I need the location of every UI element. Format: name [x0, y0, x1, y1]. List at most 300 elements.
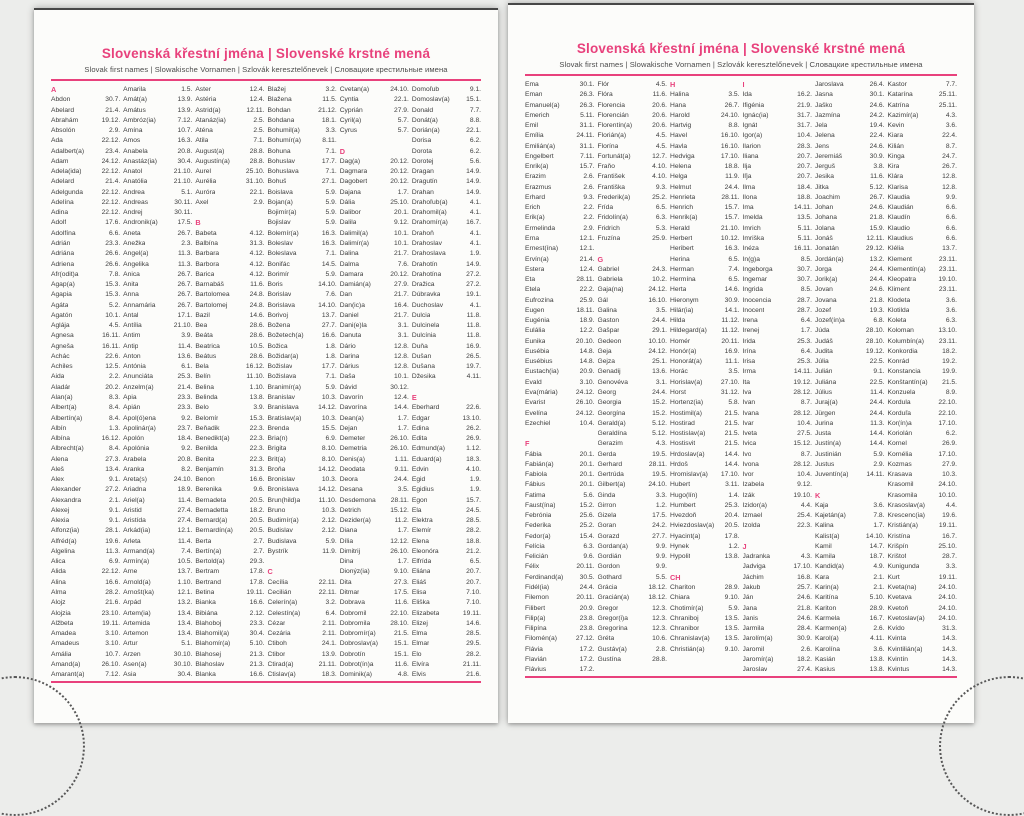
name-day-date: 16.3. [321, 239, 337, 247]
name-day-date: 26.4. [869, 81, 885, 88]
name-day-date: 12.4. [249, 96, 265, 104]
first-name: Alexej [51, 506, 70, 514]
first-name: Babeta [195, 229, 217, 237]
first-name: Apolónia [123, 445, 150, 453]
name-day-date: 24.10. [720, 111, 740, 119]
first-name: Kaja [815, 501, 829, 509]
name-day-date: 3.10. [105, 640, 121, 648]
name-day-date: 31.3. [942, 625, 957, 633]
name-day-date: 5.12. [869, 183, 885, 191]
name-entry [412, 496, 481, 506]
name-day-date: 19.2. [942, 358, 957, 366]
name-day-date: 18.4. [797, 183, 812, 191]
name-day-date: 14.9. [466, 188, 481, 196]
name-entry [815, 655, 885, 665]
name-entry [525, 460, 595, 470]
name-day-date: 24.10. [173, 476, 193, 484]
first-name: Eunika [525, 337, 546, 345]
first-name: Jelena [815, 132, 835, 140]
name-day-date: 6.5. [655, 204, 667, 212]
name-entry [268, 444, 337, 454]
first-name: Beatrica [195, 342, 220, 350]
page-title: Slovenská křestní jména | Slovenské krstné mená [576, 41, 906, 56]
first-name: Amadeus [51, 640, 80, 648]
name-entry [51, 126, 120, 136]
name-day-date: 15.4. [579, 532, 595, 540]
name-entry [888, 285, 958, 295]
name-entry [412, 578, 481, 588]
name-entry [815, 357, 885, 367]
name-day-date: 21.2. [466, 547, 481, 555]
name-entry [51, 372, 120, 382]
first-name: Justus [815, 460, 835, 468]
name-day-date: 8.11. [322, 137, 337, 145]
name-entry [815, 316, 885, 326]
name-day-date: 11.3. [177, 260, 193, 268]
name-day-date: 7.1. [325, 250, 337, 258]
first-name: Dag(a) [339, 157, 361, 165]
name-day-date: 18.1. [321, 116, 337, 124]
name-day-date: 12.8. [942, 183, 957, 191]
name-day-date: 20.8. [177, 147, 193, 155]
name-entry [51, 290, 120, 300]
first-name: Klélia [887, 245, 904, 253]
name-day-date: 23.8. [579, 625, 595, 633]
name-day-date: 16.7. [466, 219, 481, 227]
first-name: Absolón [51, 127, 76, 135]
name-entry [51, 116, 120, 126]
first-name: Fortunát(a) [597, 152, 631, 160]
name-entry [670, 234, 740, 244]
name-entry [340, 629, 409, 639]
name-day-date: 1.8. [325, 352, 337, 360]
name-day-date: 24.2. [652, 522, 667, 530]
name-day-date: 22.12. [101, 198, 121, 206]
first-name: Kunigunda [887, 563, 920, 571]
name-day-date: 3.6. [945, 122, 957, 130]
name-entry [268, 106, 337, 116]
name-entry [268, 362, 337, 372]
first-name: Elo [411, 650, 422, 658]
name-entry [815, 172, 885, 182]
first-name: Belín [195, 373, 211, 381]
name-day-date: 12.8. [393, 352, 409, 360]
name-day-date: 14.8. [579, 358, 595, 366]
name-day-date: 1.7. [397, 558, 409, 566]
first-name: Jitka [815, 183, 829, 191]
first-name: Daša [339, 373, 356, 381]
name-entry [123, 167, 192, 177]
name-entry [195, 393, 264, 403]
first-name: Bronislava [267, 486, 299, 494]
name-entry [598, 511, 668, 521]
name-entry [743, 583, 813, 593]
first-name: Konrád [887, 358, 910, 366]
name-day-date: 24.12. [575, 388, 595, 396]
name-entry [888, 583, 958, 593]
name-entry [743, 429, 813, 439]
name-day-date: 15.12. [793, 440, 812, 448]
name-day-date: 5.11. [797, 224, 812, 232]
name-day-date: 13.6. [652, 368, 667, 376]
first-name: Bibiána [195, 609, 218, 617]
name-day-date: 14.4. [869, 440, 885, 448]
name-day-date: 28.10. [865, 337, 885, 345]
first-name: Ditmar [339, 589, 360, 597]
name-day-date: 26.6. [105, 250, 121, 258]
first-name: Justinián [815, 450, 842, 458]
first-name: Benilda [195, 445, 218, 453]
name-day-date: 28.9. [869, 604, 885, 612]
first-name: Emilián(a) [525, 142, 556, 150]
name-entry [525, 80, 595, 90]
name-day-date: 16.3. [177, 137, 193, 145]
name-entry [123, 85, 192, 95]
first-name: Klaudín [887, 214, 911, 222]
first-name: Jozef [815, 306, 831, 314]
name-day-date: 4.1. [469, 198, 481, 206]
name-entry [525, 316, 595, 326]
name-day-date: 21.4. [177, 383, 193, 391]
name-entry [51, 280, 120, 290]
name-entry [815, 234, 885, 244]
first-name: Ján [742, 594, 754, 602]
name-day-date: 18.12. [648, 594, 667, 602]
first-name: Hrdoslav(a) [670, 450, 705, 458]
name-entry [268, 249, 337, 259]
name-entry [51, 342, 120, 352]
name-entry [743, 645, 813, 655]
name-entry [598, 111, 668, 121]
first-name: Kornel [887, 440, 907, 448]
name-entry [195, 496, 264, 506]
name-entry [888, 542, 958, 552]
name-day-date: 17.8. [249, 578, 265, 586]
name-entry [412, 270, 481, 280]
first-name: Christián(a) [670, 645, 705, 653]
name-entry [412, 444, 481, 454]
name-entry [743, 316, 813, 326]
name-day-date: 21.8. [869, 214, 885, 222]
name-entry [412, 352, 481, 362]
name-day-date: 9.6. [253, 486, 265, 494]
name-day-date: 16.12. [245, 363, 265, 371]
first-name: Amadea [51, 630, 76, 638]
name-day-date: 8.5. [800, 286, 812, 294]
name-entry [51, 660, 120, 670]
name-day-date: 4.5. [109, 322, 121, 330]
name-day-date: 27.4. [797, 666, 812, 673]
name-day-date: 30.4. [249, 630, 265, 638]
first-name: Gerald(a) [597, 419, 626, 427]
name-day-date: 16.3. [321, 229, 337, 237]
name-day-date: 11.6. [394, 599, 409, 607]
name-day-date: 6.6. [945, 224, 957, 232]
first-name: Júda [815, 327, 830, 335]
name-day-date: 28.6. [249, 322, 265, 330]
name-day-date: 20.7. [797, 163, 812, 171]
name-entry [598, 265, 668, 275]
name-day-date: 4.12. [249, 260, 265, 268]
name-entry [195, 434, 264, 444]
name-day-date: 13.10. [462, 414, 481, 422]
name-day-date: 19.12. [865, 347, 885, 355]
first-name: Dragutín [411, 178, 438, 186]
name-entry [268, 342, 337, 352]
name-entry [123, 465, 192, 475]
first-name: Elektra [411, 517, 433, 525]
first-name: Drahoľub(a) [411, 198, 448, 206]
first-name: Herina [670, 255, 690, 263]
first-name: Jovana [815, 296, 837, 304]
name-column [815, 80, 885, 673]
name-day-date: 26.10. [575, 399, 595, 407]
name-day-date: 17.10. [720, 471, 740, 479]
name-entry [340, 177, 409, 187]
name-day-date: 15.9. [869, 224, 885, 232]
first-name: Horác [670, 368, 688, 376]
name-day-date: 22.4. [942, 132, 957, 140]
name-entry [815, 532, 885, 542]
name-day-date: 10.1. [393, 373, 409, 381]
name-entry [195, 136, 264, 146]
first-name: Aleš [51, 465, 65, 473]
name-column [195, 85, 264, 678]
name-entry [525, 511, 595, 521]
name-day-date: 4.3. [655, 440, 667, 448]
first-name: Angel(a) [123, 250, 149, 258]
name-entry [888, 131, 958, 141]
first-name: Alžbeta [51, 619, 74, 627]
name-entry [268, 588, 337, 598]
first-name: Dalimír(a) [339, 239, 370, 247]
name-day-date: 16.10. [720, 142, 740, 150]
name-day-date: 28.11. [576, 276, 595, 284]
name-day-date: 24.4. [652, 317, 667, 325]
first-name: Aida [51, 373, 65, 381]
name-day-date: 27.3. [105, 455, 121, 463]
first-name: Ingemar [742, 276, 768, 284]
first-name: Honorát(a) [670, 358, 702, 366]
name-entry [670, 337, 740, 347]
name-day-date: 30.4. [177, 157, 193, 165]
name-entry [268, 290, 337, 300]
name-entry [670, 409, 740, 419]
name-day-date: 28.10. [865, 327, 885, 335]
name-day-date: 29.3. [249, 558, 265, 566]
name-day-date: 11.8. [466, 311, 481, 319]
section-letter: A [51, 85, 57, 94]
name-entry [888, 645, 958, 655]
name-entry [195, 578, 264, 588]
first-name: Eliška [411, 599, 430, 607]
name-entry [743, 90, 813, 100]
first-name: Bela [195, 363, 209, 371]
first-name: Emil [525, 122, 539, 130]
first-name: Aténa [195, 127, 213, 135]
name-entry [123, 506, 192, 516]
name-day-date: 3.2. [325, 86, 337, 93]
name-entry [743, 460, 813, 470]
first-name: Eusébia [525, 347, 550, 355]
first-name: Dušan [411, 352, 432, 360]
name-day-date: 26.3. [579, 101, 595, 109]
name-entry [123, 629, 192, 639]
name-day-date: 28.12. [793, 409, 812, 417]
first-name: Jeremiáš [815, 152, 843, 160]
first-name: Adolf [51, 219, 67, 227]
name-day-date: 18.4. [177, 435, 193, 443]
first-name: Dárius [339, 363, 360, 371]
name-day-date: 21.4. [105, 106, 121, 114]
name-entry [670, 367, 740, 377]
name-entry [340, 465, 409, 475]
name-day-date: 13.9. [177, 106, 193, 114]
first-name: Jovan [815, 286, 833, 294]
first-name: Jaško [815, 101, 833, 109]
name-entry [123, 526, 192, 536]
first-name: Ambróz(ia) [123, 116, 156, 124]
first-name: Cecilián [267, 589, 292, 597]
first-name: Gerazim [597, 440, 623, 448]
name-entry [51, 229, 120, 239]
name-day-date: 22.6. [105, 352, 121, 360]
name-entry [815, 337, 885, 347]
name-day-date: 4.3. [945, 111, 957, 119]
name-day-date: 9.9. [655, 563, 667, 571]
first-name: Celestín(a) [267, 609, 301, 617]
name-entry [670, 275, 740, 285]
first-name: Konzuela [887, 388, 916, 396]
name-day-date: 28.5. [466, 517, 481, 525]
first-name: Cezária [267, 630, 291, 638]
first-name: Alena [51, 455, 69, 463]
name-day-date: 28.6. [249, 332, 265, 340]
first-name: Jordán(a) [815, 255, 844, 263]
first-name: Antónia [123, 363, 146, 371]
name-entry [888, 244, 958, 254]
name-day-date: 24.4. [724, 183, 740, 191]
name-day-date: 7.4. [728, 265, 740, 273]
name-day-date: 16.4. [393, 301, 409, 309]
name-entry [268, 311, 337, 321]
first-name: Adelína [51, 198, 74, 206]
name-entry [123, 331, 192, 341]
name-entry [412, 331, 481, 341]
name-day-date: 24.10. [648, 481, 667, 489]
first-name: Branimír(a) [267, 383, 301, 391]
name-day-date: 24.12. [648, 347, 667, 355]
name-entry [743, 604, 813, 614]
first-name: Adrián [51, 239, 71, 247]
name-day-date: 25.4. [797, 512, 812, 520]
name-entry [412, 609, 481, 619]
name-entry [670, 593, 740, 603]
first-name: Gabriela [597, 276, 623, 284]
name-entry [268, 598, 337, 608]
first-name: Flór [597, 81, 610, 88]
name-day-date: 22.4. [869, 132, 885, 140]
first-name: Judita [815, 347, 833, 355]
name-entry [51, 465, 120, 475]
name-day-date: 14.4. [724, 450, 740, 458]
name-entry [525, 450, 595, 460]
first-name: Dobromila [339, 619, 371, 627]
name-day-date: 28.6. [249, 352, 265, 360]
first-name: Kilián [887, 142, 904, 150]
name-entry [670, 203, 740, 213]
name-day-date: 19.1. [466, 291, 481, 299]
blank-row [743, 532, 813, 542]
first-name: August(a) [195, 147, 225, 155]
name-entry [412, 342, 481, 352]
first-name: Ivor [742, 471, 754, 479]
name-entry [123, 496, 192, 506]
name-entry [743, 614, 813, 624]
first-name: Anita [123, 281, 139, 289]
name-day-date: 26.7. [177, 301, 193, 309]
name-entry [743, 326, 813, 336]
first-name: Chranislav(a) [670, 635, 710, 643]
name-entry [525, 152, 595, 162]
name-day-date: 15.7. [724, 214, 740, 222]
name-entry [195, 167, 264, 177]
first-name: Gizela [597, 512, 617, 520]
name-day-date: 26.7. [724, 101, 740, 109]
first-name: Fridrich [597, 224, 620, 232]
name-day-date: 18.3. [321, 671, 337, 678]
name-entry [598, 183, 668, 193]
name-entry [743, 665, 813, 673]
name-entry [340, 106, 409, 116]
name-entry [743, 634, 813, 644]
name-entry [815, 131, 885, 141]
first-name: Klementín(a) [887, 265, 926, 273]
first-name: Estera [525, 265, 545, 273]
name-entry [51, 147, 120, 157]
name-day-date: 17.7. [321, 363, 337, 371]
name-day-date: 5.1. [181, 188, 193, 196]
name-day-date: 24.10. [938, 614, 957, 622]
first-name: Belo [195, 404, 209, 412]
first-name: Irína [742, 347, 756, 355]
name-entry [340, 424, 409, 434]
first-name: Božislav [267, 363, 293, 371]
first-name: Ida [742, 91, 752, 99]
name-entry [195, 239, 264, 249]
name-day-date: 20.4. [724, 512, 740, 520]
name-entry [51, 650, 120, 660]
name-day-date: 24.4. [869, 399, 885, 407]
name-day-date: 29.5. [466, 640, 481, 648]
first-name: Kastor [887, 81, 907, 88]
name-column [888, 80, 958, 673]
name-day-date: 15.3. [249, 414, 265, 422]
first-name: Cvetan(a) [339, 86, 370, 93]
name-entry [51, 414, 120, 424]
name-entry [743, 593, 813, 603]
name-day-date: 2.9. [109, 127, 121, 135]
first-name: Imriška [742, 234, 765, 242]
name-day-date: 20.12. [390, 178, 409, 186]
name-entry [815, 450, 885, 460]
first-name: Katarína [887, 91, 913, 99]
first-name: Berta [195, 537, 212, 545]
name-entry [412, 465, 481, 475]
name-entry [525, 655, 595, 665]
section-letter: K [815, 490, 821, 500]
first-name: Jorik(a) [815, 276, 838, 284]
